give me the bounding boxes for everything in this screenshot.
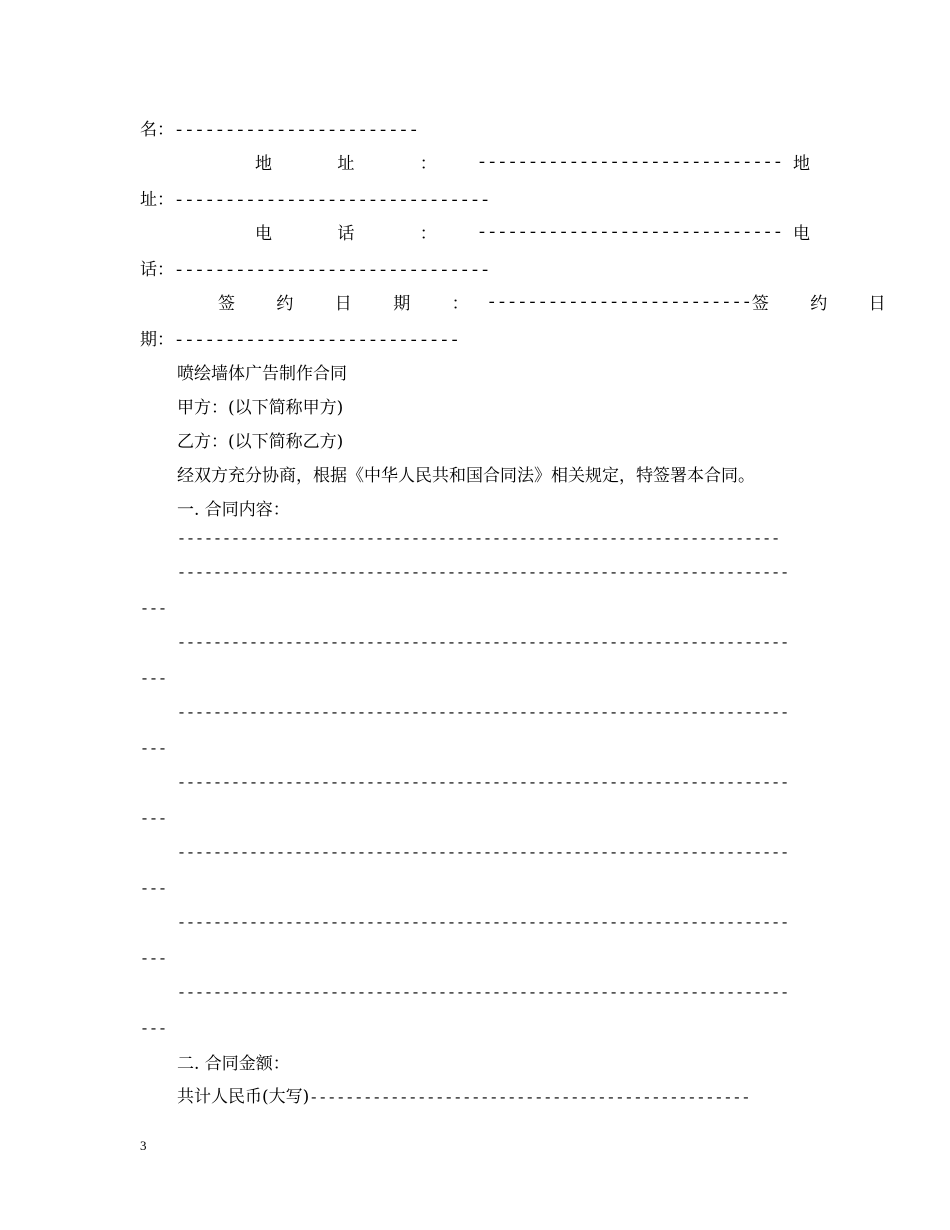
- section-1-heading: 一. 合同内容：: [177, 500, 290, 520]
- content-fill-line: --------------------------------------------------------------------: [177, 985, 790, 1002]
- address-line-tail: 址：-------------------------------: [140, 190, 491, 211]
- sign-date-line: 签 约 日 期 ： -------------------------- 签 约 日: [218, 294, 904, 314]
- content-fill-line: -------------------------------------------------------------------: [177, 531, 781, 548]
- content-fill-line: --------------------------------------------------------------------: [177, 565, 790, 582]
- phone-line: 电 话 ： ------------------------------ 电: [255, 224, 810, 244]
- name-line: 名：------------------------: [140, 120, 419, 141]
- content-fill-line: --------------------------------------------------------------------: [177, 635, 790, 652]
- content-fill-wrap: ---: [140, 881, 168, 898]
- party-b-line: 乙方：(以下简称乙方): [177, 432, 344, 452]
- content-fill-wrap: ---: [140, 671, 168, 688]
- content-fill-wrap: ---: [140, 741, 168, 758]
- contract-title: 喷绘墙体广告制作合同: [177, 364, 347, 384]
- content-fill-line: --------------------------------------------------------------------: [177, 775, 790, 792]
- amount-line: 共计人民币(大写)-------------------------------------------------: [177, 1087, 751, 1107]
- phone-line-tail: 话：-------------------------------: [140, 260, 491, 281]
- content-fill-wrap: ---: [140, 811, 168, 828]
- section-2-heading: 二. 合同金额：: [177, 1054, 290, 1074]
- content-fill-wrap: ---: [140, 1021, 168, 1038]
- content-fill-line: --------------------------------------------------------------------: [177, 845, 790, 862]
- content-fill-wrap: ---: [140, 951, 168, 968]
- sign-date-tail: 期：----------------------------: [140, 330, 460, 351]
- content-fill-line: --------------------------------------------------------------------: [177, 915, 790, 932]
- party-a-line: 甲方：(以下简称甲方): [177, 398, 344, 418]
- content-fill-wrap: ---: [140, 601, 168, 618]
- content-fill-line: --------------------------------------------------------------------: [177, 705, 790, 722]
- preamble-line: 经双方充分协商，根据《中华人民共和国合同法》相关规定，特签署本合同。: [177, 466, 755, 486]
- address-line: 地 址 ： ------------------------------ 地: [255, 154, 810, 174]
- page-number: 3: [140, 1138, 147, 1153]
